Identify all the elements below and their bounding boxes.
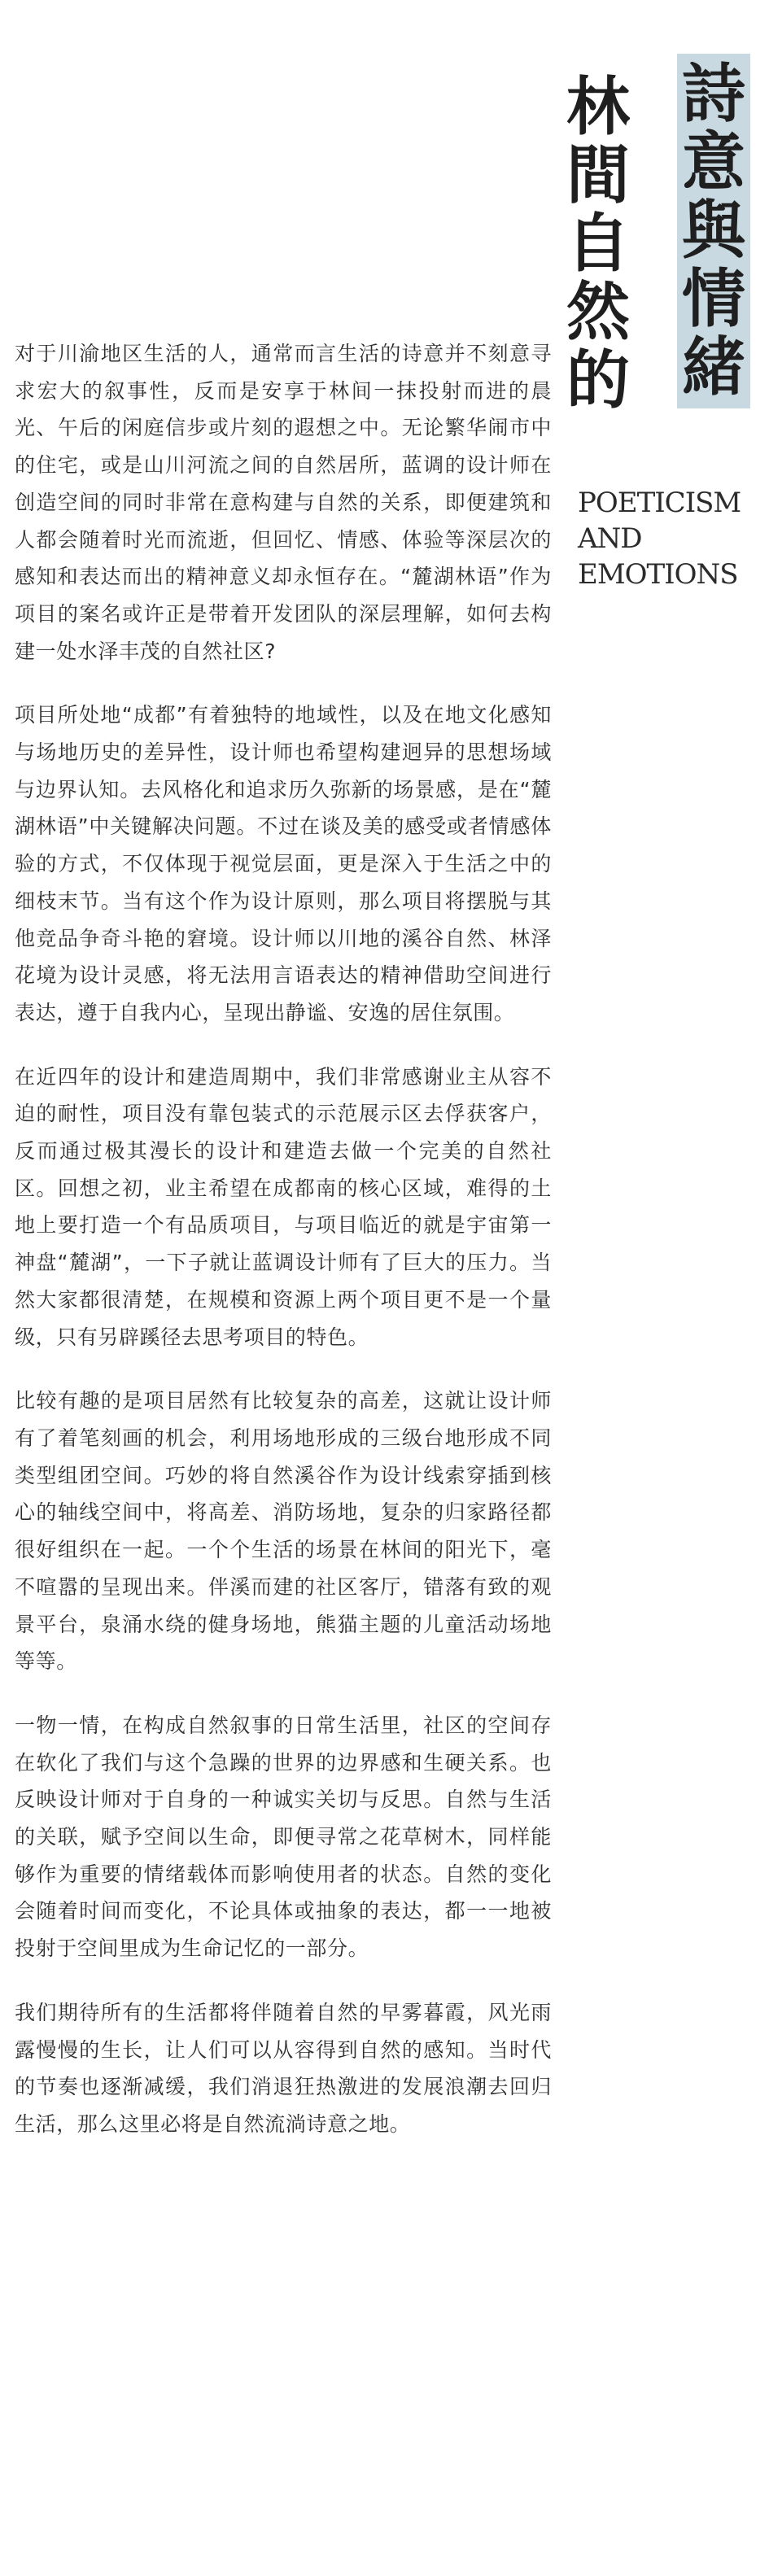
title-char: 意 bbox=[681, 125, 745, 199]
title-char: 與 bbox=[681, 194, 745, 268]
title-char: 情 bbox=[681, 262, 745, 336]
title-column-right bbox=[677, 54, 750, 408]
paragraph: 项目所处地“成都”有着独特的地域性，以及在地文化感知与场地历史的差异性，设计师也希望构建迥异的思想场域与边界认知。去风格化和追求历久弥新的场景感，是在“麓湖林语”中关键解决问题。不过在谈及美的感受或者情感体验的方式，不仅体现于视觉层面，更是深入于生活之中的细枝末节。当有这个作为设计原则，那么项目将摆脱与其他竞品争奇斗艳的窘境。设计师以川地的溪谷自然、林泽花境为设计灵感，将无法用言语表达的精神借助空间进行表达，遵于自我内心，呈现出静谧、安逸的居住氛围。 bbox=[15, 703, 552, 1024]
english-subtitle bbox=[578, 485, 741, 592]
title-column-left bbox=[561, 70, 635, 417]
subtitle-line: AND bbox=[578, 522, 642, 555]
subtitle-line: POETICISM bbox=[578, 487, 741, 519]
title-char: 緒 bbox=[681, 330, 745, 404]
title-char: 詩 bbox=[681, 57, 745, 131]
paragraph: 对于川渝地区生活的人，通常而言生活的诗意并不刻意寻求宏大的叙事性，反而是安享于林间一抹投射而进的晨光、午后的闲庭信步或片刻的遐想之中。无论繁华闹市中的住宅，或是山川河流之间的自然居所，蓝调的设计师在创造空间的同时非常在意构建与自然的关系，即便建筑和人都会随着时光而流逝，但回忆、情感、体验等深层次的感知和表达而出的精神意义却永恒存在。“麓湖林语”作为项目的案名或许正是带着开发团队的深层理解，如何去构建一处水泽丰茂的自然社区? bbox=[15, 342, 552, 663]
paragraph: 我们期待所有的生活都将伴随着自然的早雾暮霞，风光雨露慢慢的生长，让人们可以从容得到自然的感知。当时代的节奏也逐渐减缓，我们消退狂热激进的发展浪潮去回归生活，那么这里必将是自然流淌诗意之地。 bbox=[15, 2000, 552, 2136]
article-body bbox=[15, 335, 552, 2170]
paragraph: 在近四年的设计和建造周期中，我们非常感谢业主从容不迫的耐性，项目没有靠包装式的示范展示区去俘获客户，反而通过极其漫长的设计和建造去做一个完美的自然社区。回想之初，业主希望在成都南的核心区域，难得的土地上要打造一个有品质项目，与项目临近的就是宇宙第一神盘“麓湖”，一下子就让蓝调设计师有了巨大的压力。当然大家都很清楚，在规模和资源上两个项目更不是一个量级，只有另辟蹊径去思考项目的特色。 bbox=[15, 1064, 552, 1349]
title-char: 間 bbox=[566, 138, 630, 212]
paragraph: 比较有趣的是项目居然有比较复杂的高差，这就让设计师有了着笔刻画的机会，利用场地形成的三级台地形成不同类型组团空间。巧妙的将自然溪谷作为设计线索穿插到核心的轴线空间中，将高差、消防场地，复杂的归家路径都很好组织在一起。一个个生活的场景在林间的阳光下，毫不喧嚣的呈现出来。伴溪而建的社区客厅，错落有致的观景平台，泉涌水绕的健身场地，熊猫主题的儿童活动场地等等。 bbox=[15, 1389, 552, 1674]
title-char: 然 bbox=[566, 275, 630, 349]
title-char: 自 bbox=[566, 207, 630, 281]
title-char: 林 bbox=[566, 70, 630, 144]
title-char: 的 bbox=[566, 343, 630, 417]
paragraph: 一物一情，在构成自然叙事的日常生活里，社区的空间存在软化了我们与这个急躁的世界的边界感和生硬关系。也反映设计师对于自身的一种诚实关切与反思。自然与生活的关联，赋予空间以生命，即便寻常之花草树木，同样能够作为重要的情绪载体而影响使用者的状态。自然的变化会随着时间而变化，不论具体或抽象的表达，都一一地被投射于空间里成为生命记忆的一部分。 bbox=[15, 1713, 552, 1961]
subtitle-line: EMOTIONS bbox=[578, 558, 738, 591]
